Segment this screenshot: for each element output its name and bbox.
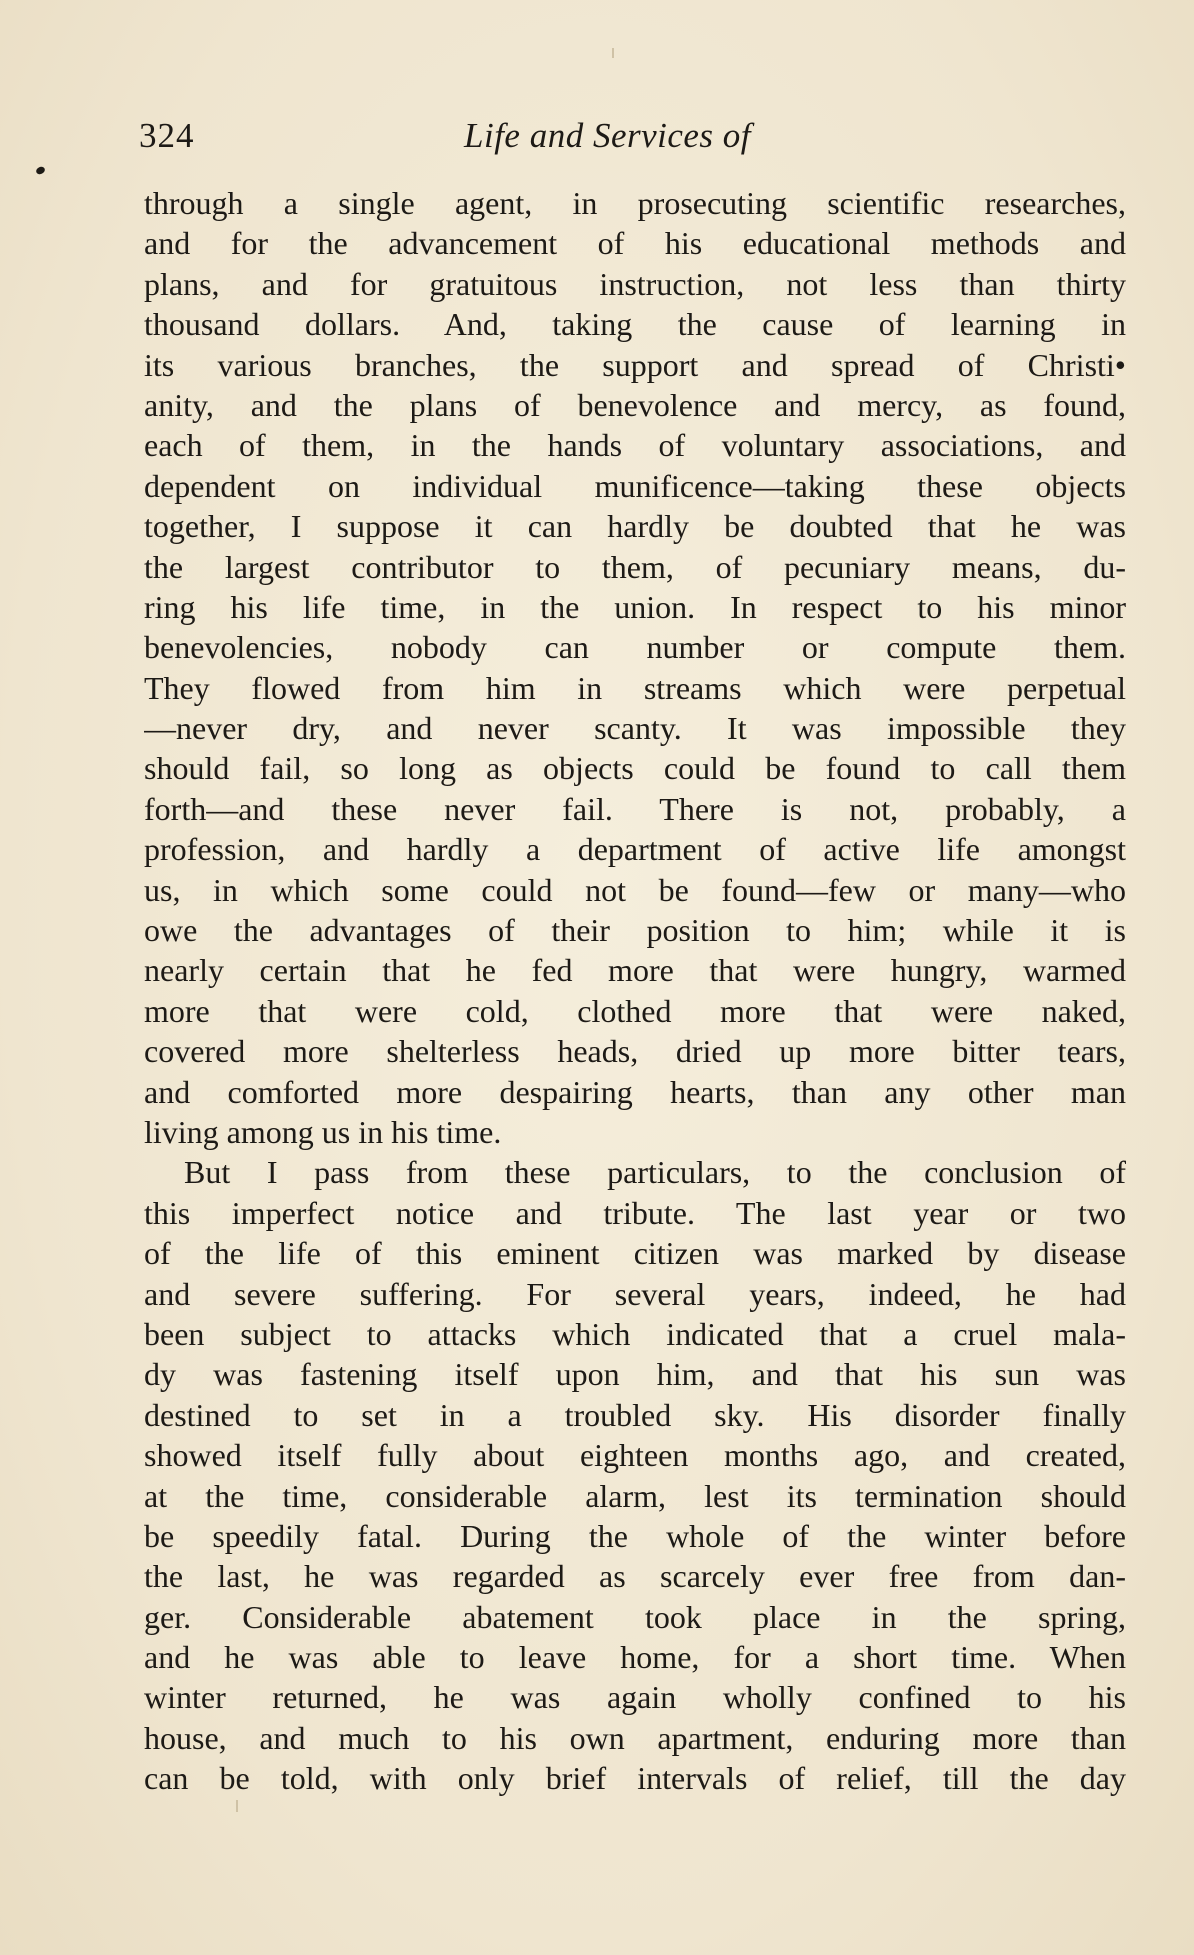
text-line: been subject to attacks which indicated that a cruel mala- <box>144 1315 1126 1352</box>
text-line: winter returned, he was again wholly confined to his <box>144 1679 1126 1716</box>
text-line: its various branches, the support and spread of Christi• <box>144 346 1126 383</box>
text-line: together, I suppose it can hardly be doubted that he was <box>144 508 1126 545</box>
text-line: ring his life time, in the union. In respect to his minor <box>144 588 1126 625</box>
text-line: and comforted more despairing hearts, than any other man <box>144 1073 1126 1110</box>
text-line: us, in which some could not be found—few or many—who <box>144 871 1126 908</box>
text-line: the last, he was regarded as scarcely ever free from dan- <box>144 1558 1126 1595</box>
text-line: profession, and hardly a department of active life amongst <box>144 831 1126 868</box>
text-line: They flowed from him in streams which were perpetual <box>144 669 1126 706</box>
text-line: be speedily fatal. During the whole of the winter before <box>144 1517 1126 1554</box>
text-line: dependent on individual munificence—taking these objects <box>144 467 1126 504</box>
text-line: benevolencies, nobody can number or compute them. <box>144 629 1126 666</box>
paper-speck <box>236 1800 238 1812</box>
text-line: and for the advancement of his educational methods and <box>144 225 1126 262</box>
text-line: plans, and for gratuitous instruction, not less than thirty <box>144 265 1126 302</box>
text-line: dy was fastening itself upon him, and that his sun was <box>144 1356 1126 1393</box>
text-line: owe the advantages of their position to him; while it is <box>144 912 1126 949</box>
text-line: house, and much to his own apartment, enduring more than <box>144 1719 1126 1756</box>
text-line: this imperfect notice and tribute. The last year or two <box>144 1194 1126 1231</box>
text-line: should fail, so long as objects could be found to call them <box>144 750 1126 787</box>
text-line: each of them, in the hands of voluntary associations, and <box>144 427 1126 464</box>
text-line: can be told, with only brief intervals of relief, till the day <box>144 1760 1126 1797</box>
body-text <box>144 183 1126 1799</box>
text-line: of the life of this eminent citizen was marked by disease <box>144 1235 1126 1272</box>
text-line: through a single agent, in prosecuting scientific researches, <box>144 185 1126 221</box>
text-line: the largest contributor to them, of pecuniary means, du- <box>144 548 1126 585</box>
ink-spot <box>35 165 46 175</box>
text-line: anity, and the plans of benevolence and mercy, as found, <box>144 386 1126 423</box>
text-line: thousand dollars. And, taking the cause of learning in <box>144 306 1126 343</box>
text-line: —never dry, and never scanty. It was impossible they <box>144 710 1126 747</box>
text-line: and severe suffering. For several years, indeed, he had <box>144 1275 1126 1312</box>
text-line: showed itself fully about eighteen months ago, and created, <box>144 1437 1126 1474</box>
paper-speck <box>612 48 614 58</box>
text-line: at the time, considerable alarm, lest its termination should <box>144 1477 1126 1514</box>
paragraph-end-line: living among us in his time. <box>144 1113 502 1150</box>
text-line: ger. Considerable abatement took place in the spring, <box>144 1598 1126 1635</box>
page-number: 324 <box>139 116 195 155</box>
running-head <box>139 112 1129 160</box>
text-line: more that were cold, clothed more that were naked, <box>144 992 1126 1029</box>
text-line: destined to set in a troubled sky. His disorder finally <box>144 1396 1126 1433</box>
paragraph-start-line: But I pass from these particulars, to the conclusion of <box>184 1154 1126 1191</box>
text-line: and he was able to leave home, for a short time. When <box>144 1639 1126 1676</box>
running-title: Life and Services of <box>464 116 752 155</box>
text-line: covered more shelterless heads, dried up more bitter tears, <box>144 1033 1126 1070</box>
text-line: forth—and these never fail. There is not, probably, a <box>144 790 1126 827</box>
text-line: nearly certain that he fed more that were hungry, warmed <box>144 952 1126 989</box>
